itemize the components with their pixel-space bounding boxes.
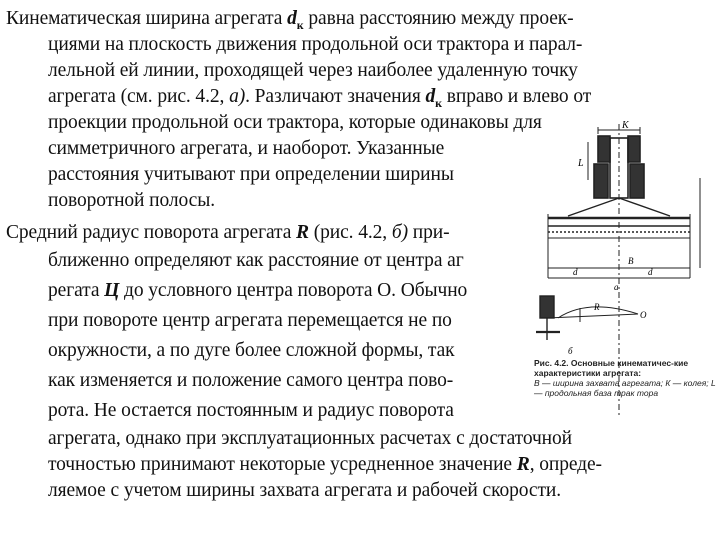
text-line-2: циями на плоскость движения продольной оси трактора и парал- [48, 34, 583, 55]
caption-body: В — ширина захвата агрегата; К — колея; L — продольная база трак тора [534, 378, 716, 398]
text-line-9: Средний радиус поворота агрегата R (рис. 4.2, б) при- [6, 222, 450, 243]
text-line-15: рота. Не остается постоянным и радиус поворота [48, 400, 454, 421]
text-line-18: ляемое с учетом ширины захвата агрегата и рабочей скорости. [48, 480, 561, 501]
label-lt: L [578, 158, 584, 169]
text-line-3: лельной ей линии, проходящей через наиболее удаленную точку [48, 60, 578, 81]
text-line-17: точностью принимают некоторые усредненное значение R, опреде- [48, 454, 602, 475]
text-line-11: регата Ц до условного центра поворота О. Обычно [48, 280, 468, 301]
caption-title: Рис. 4.2. Основные кинематичес-кие характеристики агрегата: [534, 358, 689, 378]
text-line-12: при повороте центр агрегата перемещается не по [48, 310, 452, 331]
text-line-7: расстояния учитывают при определении ширины [48, 164, 454, 185]
label-r: R [594, 302, 600, 312]
implement-drawing [548, 178, 700, 278]
text-line-14: как изменяется и положение самого центра пово- [48, 370, 454, 391]
text-line-6: симметричного агрегата, и наоборот. Указанные [48, 138, 445, 159]
label-dk-right: d [648, 267, 653, 277]
label-b2: б [568, 346, 573, 356]
figure-caption [534, 358, 718, 398]
text-line-8: поворотной полосы. [48, 190, 215, 211]
turning-drawing [536, 296, 638, 340]
label-k: К [622, 120, 629, 131]
label-a: а [614, 282, 619, 292]
label-o: О [640, 310, 647, 320]
label-b: В [628, 256, 634, 266]
text-line-1: Кинематическая ширина агрегата $d_к$ равна расстоянию между проек- [6, 8, 574, 32]
text-line-5: проекции продольной оси трактора, которые одинаковы для [48, 112, 542, 133]
text-line-4: агрегата (см. рис. 4.2, а). Различают значения $d_к$ вправо и влево от [48, 86, 592, 110]
text-line-10: ближенно определяют как расстояние от центра аг [48, 250, 464, 271]
text-line-16: агрегата, однако при эксплуатационных расчетах с достаточной [48, 428, 572, 449]
text-line-13: окружности, а по дуге более сложной формы, так [48, 340, 455, 361]
label-dk-left: d [573, 267, 578, 277]
